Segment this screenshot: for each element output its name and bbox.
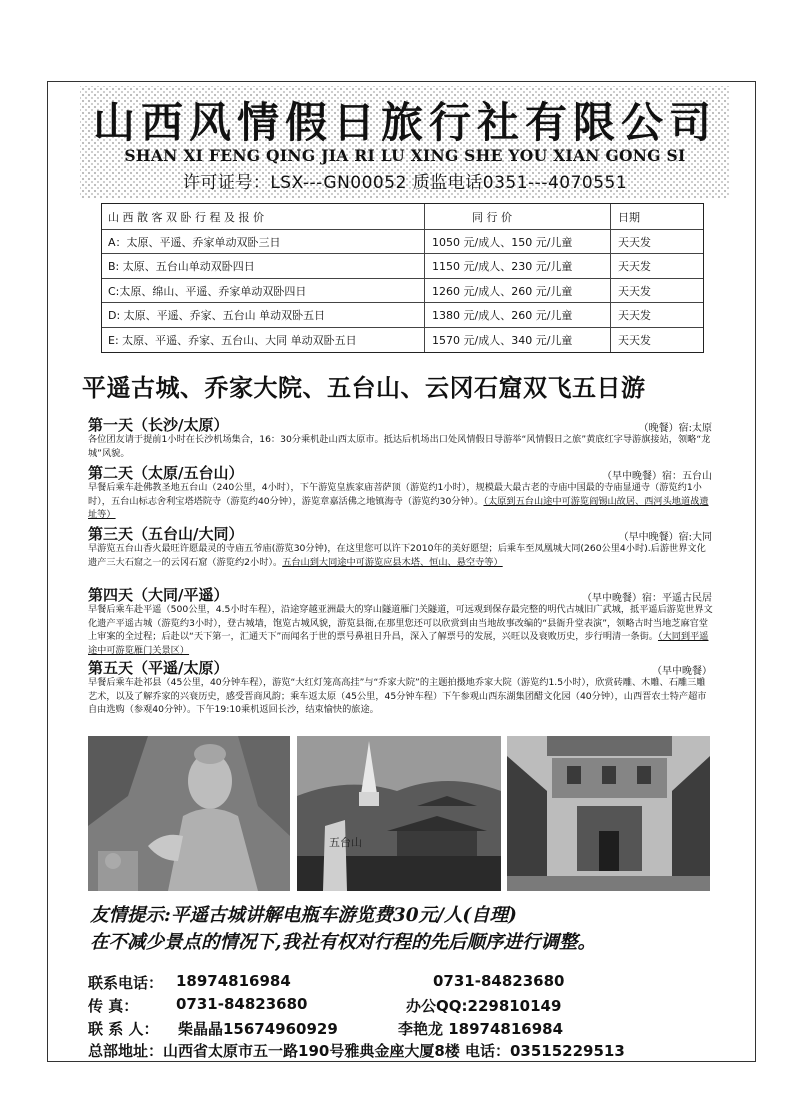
day-3-title: 第三天（五台山/大同） [88, 525, 244, 543]
friendly-tips [90, 902, 720, 956]
license-line: 许可证号：LSX---GN00052 质监电话0351---4070551 [182, 173, 628, 193]
table-cell-itinerary: A：太原、平遥、乔家单动双卧三日 [108, 235, 281, 249]
table-row [102, 278, 703, 304]
table-cell-date: 天天发 [618, 235, 651, 249]
contact-qq: 办公QQ:229810149 [406, 997, 562, 1015]
day-3-desc [88, 542, 714, 569]
contact-fax: 0731-84823680 [176, 995, 308, 1013]
table-header-row [102, 204, 703, 230]
contact-fax-label: 传 真： [88, 997, 139, 1015]
header-banner [80, 86, 730, 198]
contact-phone-2: 0731-84823680 [433, 972, 565, 990]
day-1-meal: （晚餐）宿:太原 [638, 423, 712, 434]
table-header-itinerary: 山 西 散 客 双 卧 行 程 及 报 价 [108, 211, 264, 224]
table-header-date: 日期 [618, 211, 640, 224]
contact-person-1: 柴晶晶15674960929 [178, 1020, 338, 1038]
table-cell-itinerary: D: 太原、平遥、乔家、五台山 单动双卧五日 [108, 309, 326, 323]
tips-line-2: 在不减少景点的情况下,我社有权对行程的先后顺序进行调整。 [90, 932, 596, 953]
day-2-note: （太原到五台山途中可游览阎锡山故居、西河头地道战遗址等） [88, 495, 709, 520]
pagoda-caption: 五台山 [329, 836, 362, 849]
day-4-note: （大同到平遥途中可游览雁门关景区） [88, 631, 709, 656]
table-cell-date: 天天发 [618, 284, 651, 298]
table-cell-price: 1570 元/成人、340 元/儿童 [432, 334, 573, 347]
table-cell-date: 天天发 [618, 260, 651, 274]
table-cell-price: 1260 元/成人、260 元/儿童 [432, 284, 573, 298]
day-2-meal: （早中晚餐）宿：五台山 [602, 471, 712, 482]
day-4-text: 早餐后乘车赴平遥（500公里，4.5小时车程），沿途穿越亚洲最大的穿山隧道雁门关隧道，可远观到保存最完整的明代古城旧广武城，抵平遥后游览世界文化遗产平遥古城（游览约3小时），登古城墙，饱览古城风貌，游览县衙,在那里您还可以欣赏到由当地故事改编的“县衙升堂表演”，领略古时当地芝麻官堂上审案的全过程；后赴以“天下第一，汇通天下”而闻名于世的票号鼻祖日升昌，深入了解票号的发展，兴旺以及衰败历史，步行明清一条街。 [88, 604, 713, 642]
day-1-desc [88, 433, 714, 460]
contact-phone-label: 联系电话： [88, 974, 164, 992]
table-cell-price: 1150 元/成人、230 元/儿童 [432, 260, 573, 274]
contact-person-label: 联 系 人： [88, 1020, 159, 1038]
tour-title: 平遥古城、乔家大院、五台山、云冈石窟双飞五日游 [82, 374, 646, 402]
table-cell-price: 1050 元/成人、150 元/儿童 [432, 235, 573, 249]
table-cell-itinerary: B: 太原、五台山单动双卧四日 [108, 260, 255, 274]
table-header-price: 同 行 价 [472, 211, 512, 224]
buddha-illustration [88, 736, 290, 891]
day-5-text: 早餐后乘车赴祁县（45公里，40分钟车程），游览“大红灯笼高高挂”与“乔家大院”的主题拍摄地乔家大院（游览约1.5小时），欣赏砖雕、木雕、石雕三雕艺术，以及了解乔家的兴衰历史，感受晋商风韵；乘车返太原（45公里，45分钟车程）下午参观山西东湖集团醋文化园（40分钟），山西晋农士特产超市自由选购（参观40分钟）。下午19:10乘机返回长沙，结束愉快的旅途。 [88, 677, 707, 715]
day-5-desc [88, 676, 714, 717]
day-1-text: 各位团友请于提前1小时在长沙机场集合，16：30分乘机赴山西太原市。抵达后机场出口处风情假日导游举“风情假日之旅”黄底红字导游旗接站，领略“龙城”风貌。 [88, 434, 711, 459]
day-4-meal: （早中晚餐）宿：平遥古民居 [582, 593, 712, 604]
price-table [101, 203, 704, 353]
day-2-text: 早餐后乘车赴佛教圣地五台山（240公里，4小时），下午游览皇族家庙菩萨顶（游览约1小时），规模最大最古老的寺庙中国最的寺庙显通寺（游览约1小时），五台山标志舍利宝塔塔院寺（游览约40分钟），游览章嘉活佛之地镇海寺（游览约30分钟）。 [88, 482, 702, 507]
table-cell-date: 天天发 [618, 309, 651, 323]
day-4-title: 第四天（大同/平遥） [88, 586, 229, 604]
day-5-meal: （早中晚餐） [652, 666, 712, 677]
day-5-title: 第五天（平遥/太原） [88, 659, 229, 677]
day-3-meal: （早中晚餐）宿:大同 [618, 532, 712, 543]
pagoda-illustration [297, 736, 501, 891]
day-1-title: 第一天（长沙/太原） [88, 416, 229, 434]
table-row [102, 253, 703, 279]
table-cell-price: 1380 元/成人、260 元/儿童 [432, 309, 573, 323]
day-2-title: 第二天（太原/五台山） [88, 464, 244, 482]
contact-address: 总部地址：山西省太原市五一路190号雅典金座大厦8楼 电话：03515229513 [88, 1042, 625, 1060]
table-cell-date: 天天发 [618, 334, 651, 347]
photo-yungang-buddha [88, 736, 290, 891]
table-row [102, 327, 703, 352]
contact-person-2: 李艳龙 18974816984 [398, 1020, 564, 1038]
day-2-desc [88, 481, 714, 522]
company-name: 山西风情假日旅行社有限公司 [92, 98, 717, 147]
tips-line-1: 友情提示:平遥古城讲解电瓶车游览费30元/人(自理) [90, 905, 517, 926]
company-pinyin: SHAN XI FENG QING JIA RI LU XING SHE YOU XIAN GONG SI [124, 146, 686, 165]
table-row [102, 302, 703, 328]
photo-wutaishan-pagoda [297, 736, 501, 891]
photo-qiao-courtyard [507, 736, 710, 891]
table-cell-itinerary: E: 太原、平遥、乔家、五台山、大同 单动双卧五日 [108, 334, 357, 347]
table-row [102, 229, 703, 255]
day-3-text: 早游览五台山香火最旺许愿最灵的寺庙五爷庙(游览30分钟)，在这里您可以许下2010年的美好愿望；后乘车至凤凰城大同(260公里4小时).后游世界文化遗产三大石窟之一的云冈石窟（游览约2小时）。 [88, 543, 706, 568]
contact-phone-1: 18974816984 [176, 972, 291, 990]
table-cell-itinerary: C:太原、绵山、平遥、乔家单动双卧四日 [108, 284, 307, 298]
day-4-desc [88, 603, 714, 657]
day-3-note: 五台山到大同途中可游览应县木塔、恒山、悬空寺等） [282, 556, 503, 568]
courtyard-illustration [507, 736, 710, 891]
